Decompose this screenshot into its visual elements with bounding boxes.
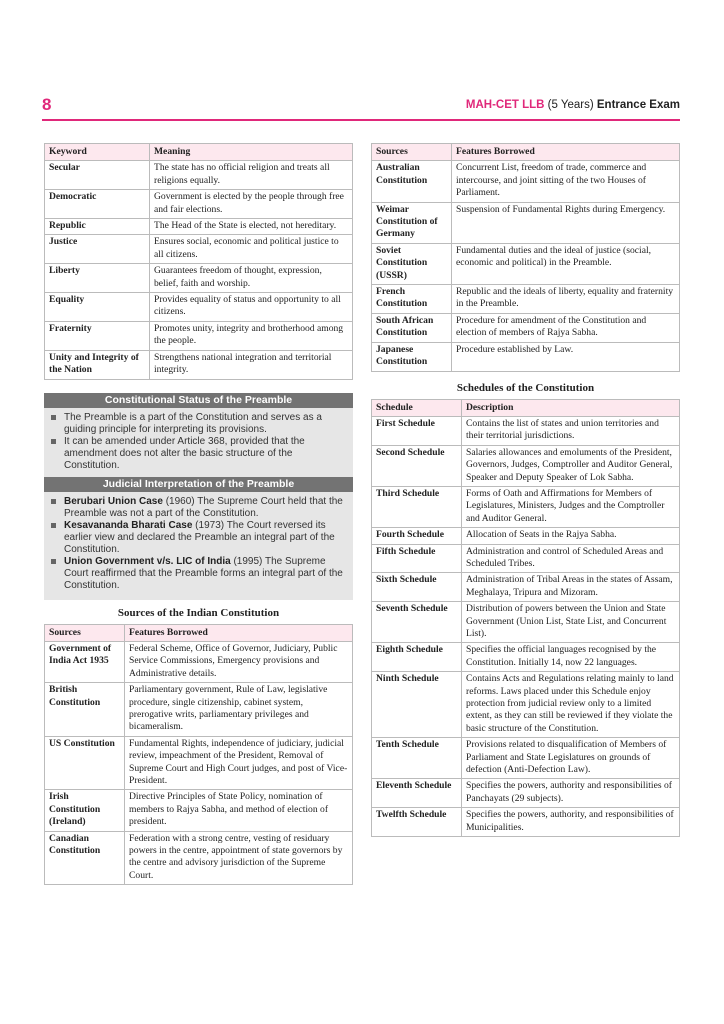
- list-item: The Preamble is a part of the Constitution and serves as a guiding principle for interpreting its provisions.: [62, 412, 343, 436]
- meaning-cell: Promotes unity, integrity and brotherhood among the people.: [150, 321, 353, 350]
- exam-suffix: Entrance Exam: [596, 99, 680, 111]
- case-name: Union Government v/s. LIC of India: [64, 555, 231, 567]
- table-row: [372, 528, 680, 544]
- meaning-cell: Guarantees freedom of thought, expression, belief, faith and worship.: [150, 264, 353, 293]
- source-cell: Canadian Constitution: [45, 831, 125, 885]
- box-heading: Judicial Interpretation of the Preamble: [44, 477, 353, 492]
- feature-cell: Federation with a strong centre, vesting of residuary powers in the centre, appointment of state governors by the centre and advisory jurisdiction of the Supreme Court.: [125, 831, 353, 885]
- source-cell: Japanese Constitution: [372, 342, 452, 371]
- section-title: Sources of the Indian Constitution: [117, 606, 280, 619]
- header-rule: [42, 119, 680, 121]
- table-row: [45, 264, 353, 293]
- meaning-cell: The state has no official religion and treats all religions equally.: [150, 161, 353, 190]
- meaning-cell: Strengthens national integration and territorial integrity.: [150, 350, 353, 379]
- table-row: [372, 643, 680, 672]
- keyword-cell: Democratic: [45, 190, 150, 219]
- meaning-cell: Government is elected by the people through free and fair elections.: [150, 190, 353, 219]
- sources-foreign-table: [371, 143, 680, 372]
- table-row: [372, 313, 680, 342]
- description-cell: Provisions related to disqualification of Members of Parliament and State Legislatures on grounds of defection (Anti-Defection Law).: [462, 738, 680, 779]
- section-title: Schedules of the Constitution: [456, 381, 595, 394]
- schedule-cell: Fourth Schedule: [372, 528, 462, 544]
- table-row: [45, 161, 353, 190]
- schedule-cell: Second Schedule: [372, 445, 462, 486]
- table-row: [372, 573, 680, 602]
- source-cell: Irish Constitution (Ireland): [45, 790, 125, 831]
- column-header: Meaning: [150, 144, 353, 161]
- box-heading: Constitutional Status of the Preamble: [44, 393, 353, 408]
- feature-cell: Federal Scheme, Office of Governor, Judiciary, Public Service Commissions, Emergency provisions and Administrative details.: [125, 641, 353, 682]
- description-cell: Contains Acts and Regulations relating mainly to land reforms. Laws placed under this Schedule enjoy protection from judicial review only to a limited extent, as they can still be reviewed if they violate the basic structure of the Constitution.: [462, 672, 680, 738]
- table-row: [372, 672, 680, 738]
- table-row: [372, 285, 680, 314]
- keyword-cell: Equality: [45, 293, 150, 322]
- keywords-table: [44, 143, 353, 380]
- bullet-icon: [51, 523, 56, 528]
- table-row: [45, 683, 353, 737]
- keyword-cell: Secular: [45, 161, 150, 190]
- feature-cell: Fundamental Rights, independence of judiciary, judicial review, impeachment of the President, Removal of Supreme Court and High Court judges, and post of Vice-President.: [125, 736, 353, 790]
- table-row: [372, 738, 680, 779]
- table-row: [372, 779, 680, 808]
- feature-cell: Procedure established by Law.: [452, 342, 680, 371]
- description-cell: Allocation of Seats in the Rajya Sabha.: [462, 528, 680, 544]
- schedule-cell: Twelfth Schedule: [372, 808, 462, 837]
- feature-cell: Directive Principles of State Policy, nomination of members to Rajya Sabha, and method of election of president.: [125, 790, 353, 831]
- schedule-cell: First Schedule: [372, 416, 462, 445]
- constitutional-status-list: [44, 408, 353, 474]
- table-row: [45, 790, 353, 831]
- table-row: [372, 161, 680, 202]
- source-cell: Weimar Constitution of Germany: [372, 202, 452, 243]
- feature-cell: Concurrent List, freedom of trade, commerce and intercourse, and joint sitting of the two Houses of Parliament.: [452, 161, 680, 202]
- left-column: [44, 143, 353, 885]
- running-header: [466, 99, 680, 111]
- keyword-cell: Justice: [45, 235, 150, 264]
- page-number: 8: [42, 95, 52, 114]
- table-row: [372, 416, 680, 445]
- schedule-cell: Eleventh Schedule: [372, 779, 462, 808]
- keyword-cell: Unity and Integrity of the Nation: [45, 350, 150, 379]
- table-row: [372, 808, 680, 837]
- table-row: [45, 321, 353, 350]
- column-header: Schedule: [372, 399, 462, 416]
- source-cell: Australian Constitution: [372, 161, 452, 202]
- meaning-cell: The Head of the State is elected, not hereditary.: [150, 219, 353, 235]
- table-row: [45, 641, 353, 682]
- source-cell: French Constitution: [372, 285, 452, 314]
- feature-cell: Republic and the ideals of liberty, equality and fraternity in the Preamble.: [452, 285, 680, 314]
- case-name: Berubari Union Case: [64, 495, 163, 507]
- list-item: Berubari Union Case (1960) The Supreme Court held that the Preamble was not a part of the Constitution.: [62, 496, 343, 520]
- schedule-cell: Sixth Schedule: [372, 573, 462, 602]
- judicial-interpretation-list: [44, 492, 353, 594]
- description-cell: Administration of Tribal Areas in the states of Assam, Meghalaya, Tripura and Mizoram.: [462, 573, 680, 602]
- table-row: [45, 293, 353, 322]
- table-row: [45, 219, 353, 235]
- source-cell: US Constitution: [45, 736, 125, 790]
- bullet-icon: [51, 499, 56, 504]
- meaning-cell: Provides equality of status and opportunity to all citizens.: [150, 293, 353, 322]
- list-item: It can be amended under Article 368, provided that the amendment does not alter the basic structure of the Constitution.: [62, 436, 343, 472]
- column-header: Features Borrowed: [452, 144, 680, 161]
- description-cell: Specifies the powers, authority and responsibilities of Panchayats (29 subjects).: [462, 779, 680, 808]
- bullet-icon: [51, 439, 56, 444]
- feature-cell: Parliamentary government, Rule of Law, legislative procedure, single citizenship, cabinet system, prerogative writs, parliamentary privileges and bicameralism.: [125, 683, 353, 737]
- table-row: [45, 190, 353, 219]
- table-row: [45, 350, 353, 379]
- exam-name: MAH-CET LLB: [465, 99, 545, 111]
- schedules-table: [371, 399, 680, 838]
- source-cell: Government of India Act 1935: [45, 641, 125, 682]
- preamble-box: [44, 393, 353, 600]
- table-header-row: [45, 624, 353, 641]
- bullet-icon: [51, 415, 56, 420]
- keyword-cell: Liberty: [45, 264, 150, 293]
- meaning-cell: Ensures social, economic and political justice to all citizens.: [150, 235, 353, 264]
- table-row: [372, 202, 680, 243]
- description-cell: Forms of Oath and Affirmations for Members of Legislatures, Ministers, Judges and the Comptroller and Auditor General.: [462, 486, 680, 527]
- description-cell: Salaries allowances and emoluments of the President, Governors, Judges, Comptroller and Auditor General, Speaker and Deputy Speaker of Lok Sabha.: [462, 445, 680, 486]
- table-row: [372, 243, 680, 284]
- source-cell: British Constitution: [45, 683, 125, 737]
- table-header-row: [372, 399, 680, 416]
- keyword-cell: Republic: [45, 219, 150, 235]
- description-cell: Specifies the official languages recognised by the Constitution. Initially 14, now 22 languages.: [462, 643, 680, 672]
- sources-indian-table: [44, 624, 353, 886]
- table-row: [372, 544, 680, 573]
- description-cell: Contains the list of states and union territories and their territorial jurisdictions.: [462, 416, 680, 445]
- table-row: [45, 736, 353, 790]
- table-row: [372, 486, 680, 527]
- column-header: Description: [462, 399, 680, 416]
- column-header: Keyword: [45, 144, 150, 161]
- list-item: Union Government v/s. LIC of India (1995) The Supreme Court reaffirmed that the Preamble forms an integral part of the Constitution.: [62, 556, 343, 592]
- schedule-cell: Seventh Schedule: [372, 602, 462, 643]
- schedule-cell: Eighth Schedule: [372, 643, 462, 672]
- list-item: Kesavananda Bharati Case (1973) The Court reversed its earlier view and declared the Preamble an integral part of the Constitution.: [62, 520, 343, 556]
- schedule-cell: Third Schedule: [372, 486, 462, 527]
- schedule-cell: Tenth Schedule: [372, 738, 462, 779]
- feature-cell: Procedure for amendment of the Constitution and election of members of Rajya Sabha.: [452, 313, 680, 342]
- table-row: [45, 235, 353, 264]
- table-header-row: [45, 144, 353, 161]
- feature-cell: Fundamental duties and the ideal of justice (social, economic and political) in the Preamble.: [452, 243, 680, 284]
- table-row: [372, 342, 680, 371]
- table-row: [372, 602, 680, 643]
- column-header: Sources: [372, 144, 452, 161]
- feature-cell: Suspension of Fundamental Rights during Emergency.: [452, 202, 680, 243]
- column-header: Features Borrowed: [125, 624, 353, 641]
- bullet-icon: [51, 559, 56, 564]
- exam-duration: (5 Years): [547, 99, 594, 111]
- source-cell: South African Constitution: [372, 313, 452, 342]
- table-row: [372, 445, 680, 486]
- table-row: [45, 831, 353, 885]
- table-header-row: [372, 144, 680, 161]
- description-cell: Specifies the powers, authority, and responsibilities of Municipalities.: [462, 808, 680, 837]
- keyword-cell: Fraternity: [45, 321, 150, 350]
- right-column: [371, 143, 680, 837]
- description-cell: Administration and control of Scheduled Areas and Scheduled Tribes.: [462, 544, 680, 573]
- column-header: Sources: [45, 624, 125, 641]
- description-cell: Distribution of powers between the Union and State Government (Union List, State List, and Concurrent List).: [462, 602, 680, 643]
- case-name: Kesavananda Bharati Case: [64, 519, 193, 531]
- schedule-cell: Ninth Schedule: [372, 672, 462, 738]
- source-cell: Soviet Constitution (USSR): [372, 243, 452, 284]
- schedule-cell: Fifth Schedule: [372, 544, 462, 573]
